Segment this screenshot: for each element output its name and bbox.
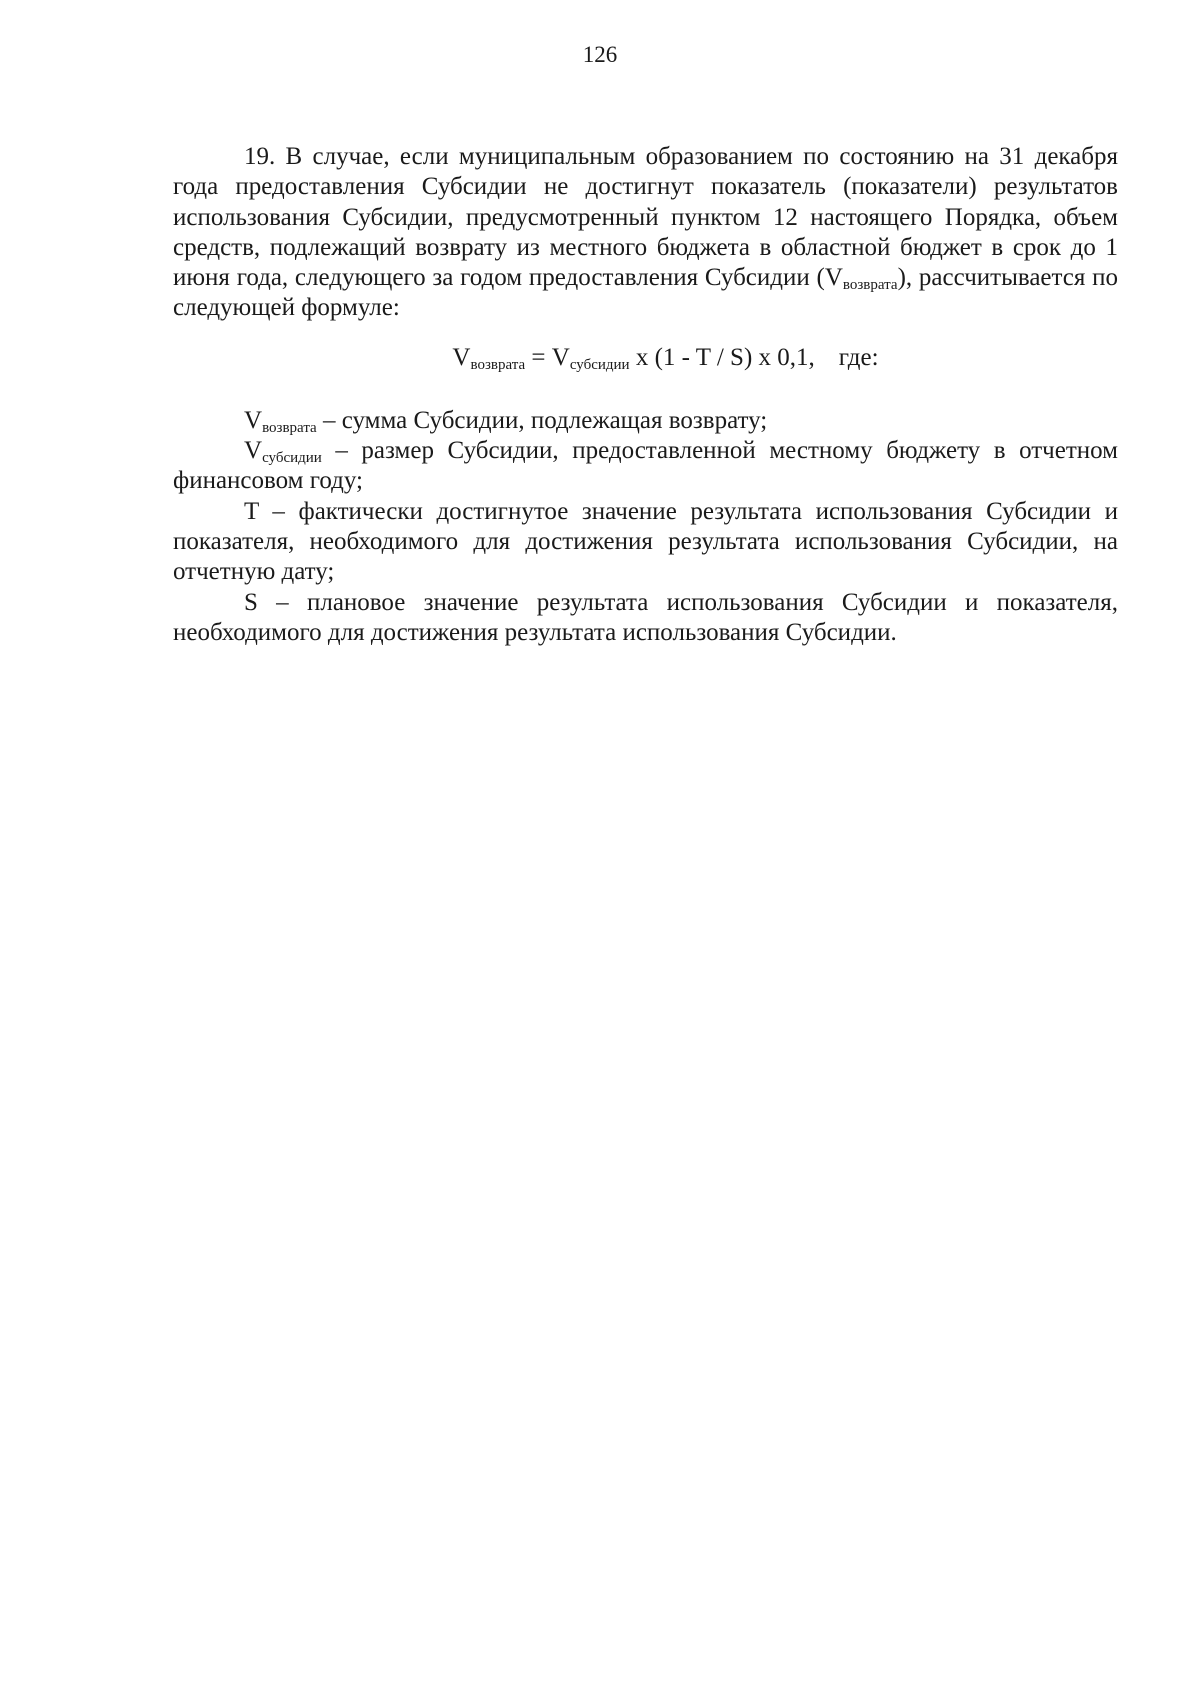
formula-where: где: <box>838 343 879 371</box>
paragraph-19-text: 19. В случае, если муниципальным образованием по состоянию на 31 декабря года предоставления Субсидии не достигнут показатель (показатели) результатов использования Субсидии, предусмотренный пунктом 12 настоящего Порядка, объем средств, подлежащий возврату из местного бюджета в областной бюджет в срок до 1 июня года, следующего за годом предоставления Субсидии (V <box>173 143 1118 292</box>
definition-t-text: T – фактически достигнутое значение результата использования Субсидии и показателя, необходимого для достижения результата использования Субсидии, на отчетную дату; <box>173 497 1118 586</box>
definition-t <box>173 497 1118 588</box>
definition-s <box>173 588 1118 649</box>
formula <box>173 324 1118 406</box>
v-return-subscript: возврата <box>842 277 898 294</box>
formula-lhs-subscript: возврата <box>470 356 526 373</box>
page-number: 126 <box>582 42 618 67</box>
definition-v-return <box>173 406 1118 436</box>
definition-v-subsidy <box>173 436 1118 497</box>
definition-s-text: S – плановое значение результата использования Субсидии и показателя, необходимого для достижения результата использования Субсидии. <box>173 588 1118 646</box>
formula-equals: = <box>525 343 552 371</box>
definition-v-return-var: V <box>244 406 263 434</box>
formula-lhs-var: V <box>452 343 471 371</box>
definition-v-return-text: – сумма Субсидии, подлежащая возврату; <box>316 406 768 434</box>
paragraph-19-text-end: ), рассчитывается по следующей формуле: <box>173 264 1118 322</box>
formula-rhs-subscript: субсидии <box>569 356 630 373</box>
definition-v-subsidy-text: – размер Субсидии, предоставленной местному бюджету в отчетном финансовом году; <box>173 437 1118 495</box>
paragraph-19 <box>173 142 1118 324</box>
formula-rhs-var: V <box>551 343 570 371</box>
definition-v-subsidy-var: V <box>244 437 263 465</box>
document-body <box>173 142 1118 648</box>
definition-v-return-subscript: возврата <box>262 419 317 436</box>
definition-v-subsidy-subscript: субсидии <box>262 450 322 467</box>
formula-rhs-expression: x (1 - T / S) x 0,1, <box>629 343 815 371</box>
